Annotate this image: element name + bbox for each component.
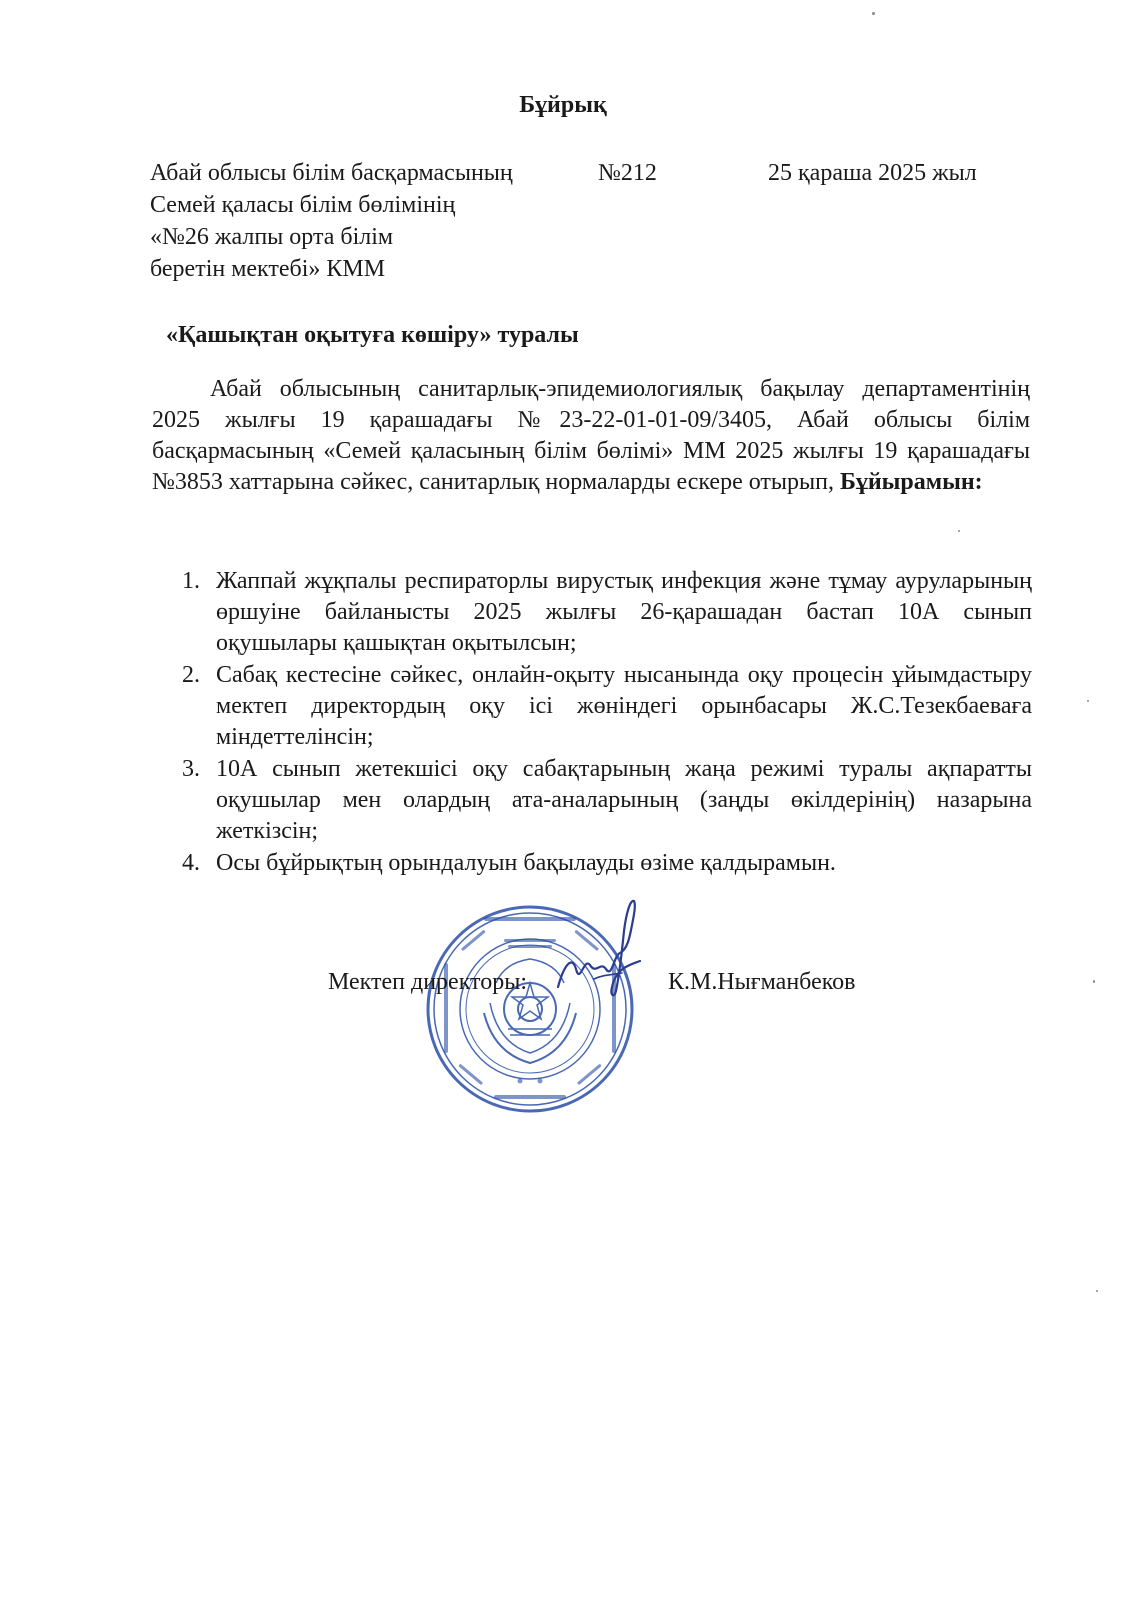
preamble-text: Абай облысының санитарлық-эпидемиологиялық бақылау департаментінің 2025 жылғы 19 қарашадағы №23-22-01-01-09/3405, Абай облысы білім басқармасының «Семей қаласының білім бөлімі» ММ 2025 жылғы 19 қарашадағы №3853 хаттарына сәйкес, санитарлық нормаларды ескере отырып, — [152, 376, 1030, 495]
order-number: №212 — [598, 160, 657, 186]
scan-speck — [958, 530, 960, 532]
organization-line: «№26 жалпы орта білім — [150, 224, 394, 250]
scan-speck — [1093, 980, 1095, 983]
list-item — [152, 660, 1032, 753]
scan-speck — [1096, 1290, 1098, 1292]
document-title: Бұйрық — [519, 92, 607, 118]
item-number: 2. — [182, 662, 200, 688]
organization-block — [150, 157, 513, 285]
item-number: 1. — [182, 568, 200, 594]
list-item — [152, 754, 1032, 847]
item-number: 3. — [182, 756, 200, 782]
order-subject: «Қашықтан оқытуға көшіру» туралы — [166, 322, 579, 348]
item-text: Жаппай жұқпалы респираторлы вирустық инфекция және тұмау ауруларының өршуіне байланысты 2025 жылғы 26-қарашадан бастап 10А сынып оқушылары қашықтан оқытылсын; — [216, 568, 1032, 656]
item-text: Сабақ кестесіне сәйкес, онлайн-оқыту нысанында оқу процесін ұйымдастыру мектеп директордың оқу ісі жөніндегі орынбасары Ж.С.Тезекбаеваға міндеттелінсін; — [216, 662, 1032, 750]
signature-mark — [550, 895, 650, 1005]
organization-line: Семей қаласы білім бөлімінің — [150, 192, 456, 218]
order-word: Бұйырамын: — [839, 469, 983, 495]
item-text: Осы бұйрықтың орындалуын бақылауды өзіме қалдырамын. — [216, 850, 836, 876]
signatory-name: К.М.Нығманбеков — [668, 969, 856, 995]
signatory-title: Мектеп директоры: — [328, 969, 528, 995]
item-number: 4. — [182, 850, 200, 876]
order-items-list — [152, 566, 1032, 880]
scan-speck — [1087, 700, 1089, 702]
scan-speck — [872, 12, 875, 15]
item-text: 10А сынып жетекшісі оқу сабақтарының жаңа режимі туралы ақпаратты оқушылар мен олардың ата-аналарының (заңды өкілдерінің) назарына жеткізсін; — [216, 756, 1032, 844]
preamble-paragraph — [152, 374, 1030, 498]
organization-line: Абай облысы білім басқармасының — [150, 160, 513, 186]
organization-line: беретін мектебі» КММ — [150, 256, 386, 282]
list-item — [152, 566, 1032, 659]
order-date: 25 қараша 2025 жыл — [768, 160, 977, 186]
list-item — [152, 848, 1032, 879]
